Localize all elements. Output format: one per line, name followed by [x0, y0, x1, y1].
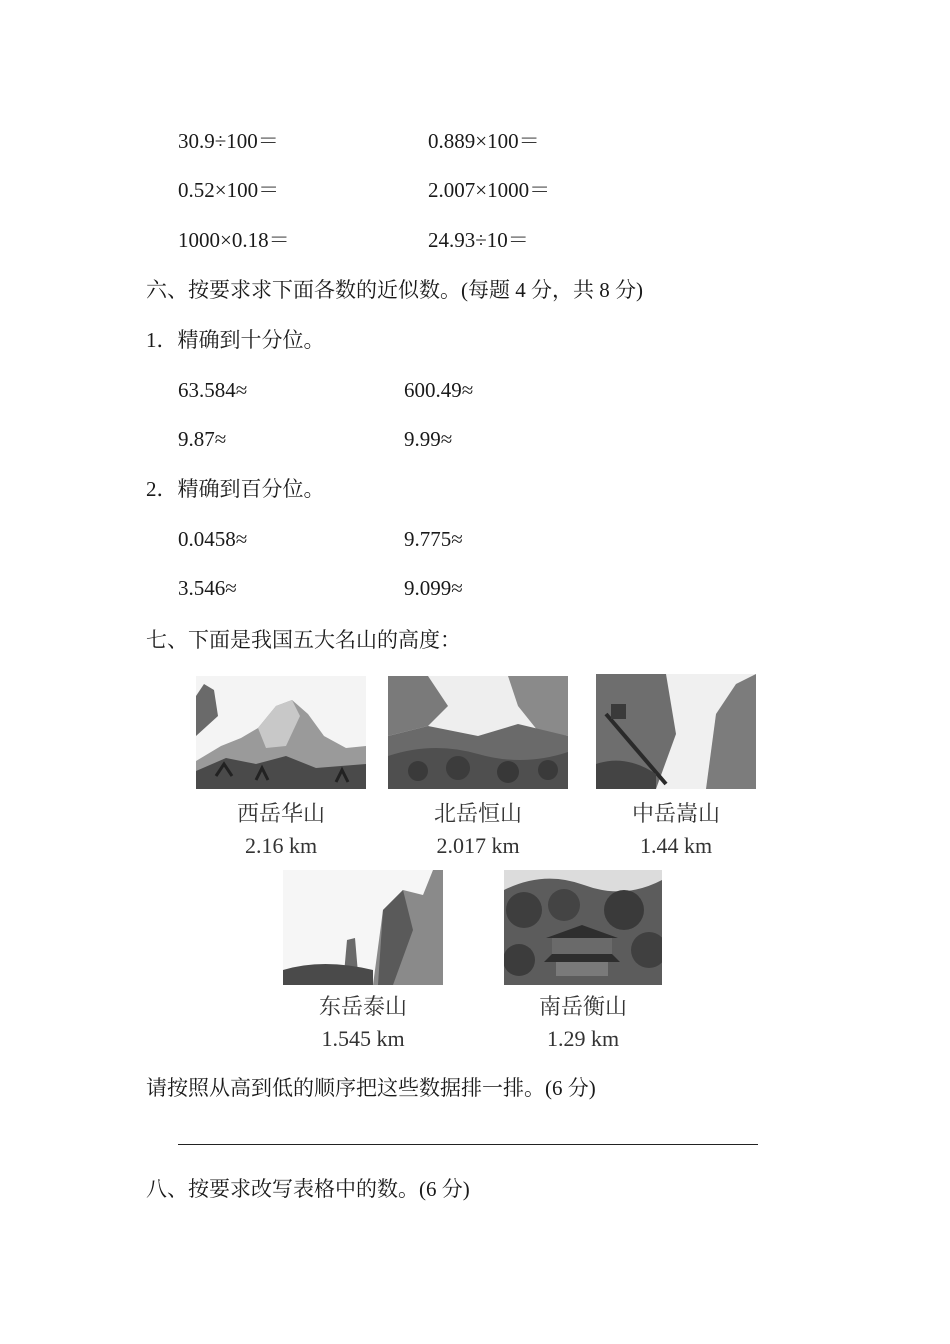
- section-8-title: 八、按要求改写表格中的数。(6 分): [146, 1177, 470, 1201]
- calc-2a: 0.52×100＝: [178, 178, 280, 202]
- q1-label: 1．精确到十分位。: [146, 328, 325, 352]
- section-6-title: 六、按要求求下面各数的近似数。(每题 4 分，共 8 分): [146, 278, 643, 302]
- mountain-height-huashan: 2.16 km: [244, 833, 318, 858]
- mountain-name-hengshan-south: 南岳衡山: [538, 994, 627, 1019]
- section-7-title: 七、下面是我国五大名山的高度：: [146, 628, 461, 652]
- mountain-photo-taishan: [283, 870, 443, 985]
- calc-1a: 30.9÷100＝: [178, 129, 279, 153]
- answer-line[interactable]: [178, 1144, 758, 1145]
- q1-item-3: 9.87≈: [178, 427, 227, 451]
- q2-label: 2．精确到百分位。: [146, 477, 325, 501]
- q2-item-3: 3.546≈: [178, 576, 237, 600]
- mountain-photo-hengshan-south: [504, 870, 662, 985]
- mountain-photo-hengshan-north: [388, 676, 568, 789]
- q1-item-1: 63.584≈: [178, 378, 248, 402]
- mountain-photo-songshan: [596, 674, 756, 789]
- mountain-height-hengshan-north: 2.017 km: [436, 833, 520, 858]
- mountain-name-hengshan-north: 北岳恒山: [433, 801, 522, 826]
- mountain-height-songshan: 1.44 km: [639, 833, 713, 858]
- calc-1b: 0.889×100＝: [428, 129, 540, 153]
- section-7-instruction: 请按照从高到低的顺序把这些数据排一排。(6 分): [146, 1076, 596, 1100]
- calc-2b: 2.007×1000＝: [428, 178, 551, 202]
- mountain-height-taishan: 1.545 km: [321, 1026, 405, 1051]
- calc-3a: 1000×0.18＝: [178, 228, 290, 252]
- mountain-name-taishan: 东岳泰山: [318, 994, 407, 1019]
- q2-item-1: 0.0458≈: [178, 527, 248, 551]
- mountain-name-songshan: 中岳嵩山: [631, 801, 720, 826]
- q1-item-4: 9.99≈: [404, 427, 453, 451]
- calc-3b: 24.93÷10＝: [428, 228, 529, 252]
- q1-item-2: 600.49≈: [404, 378, 474, 402]
- q2-item-4: 9.099≈: [404, 576, 463, 600]
- mountain-height-hengshan-south: 1.29 km: [546, 1026, 620, 1051]
- mountain-photo-huashan: [196, 676, 366, 789]
- mountain-name-huashan: 西岳华山: [236, 801, 325, 826]
- q2-item-2: 9.775≈: [404, 527, 463, 551]
